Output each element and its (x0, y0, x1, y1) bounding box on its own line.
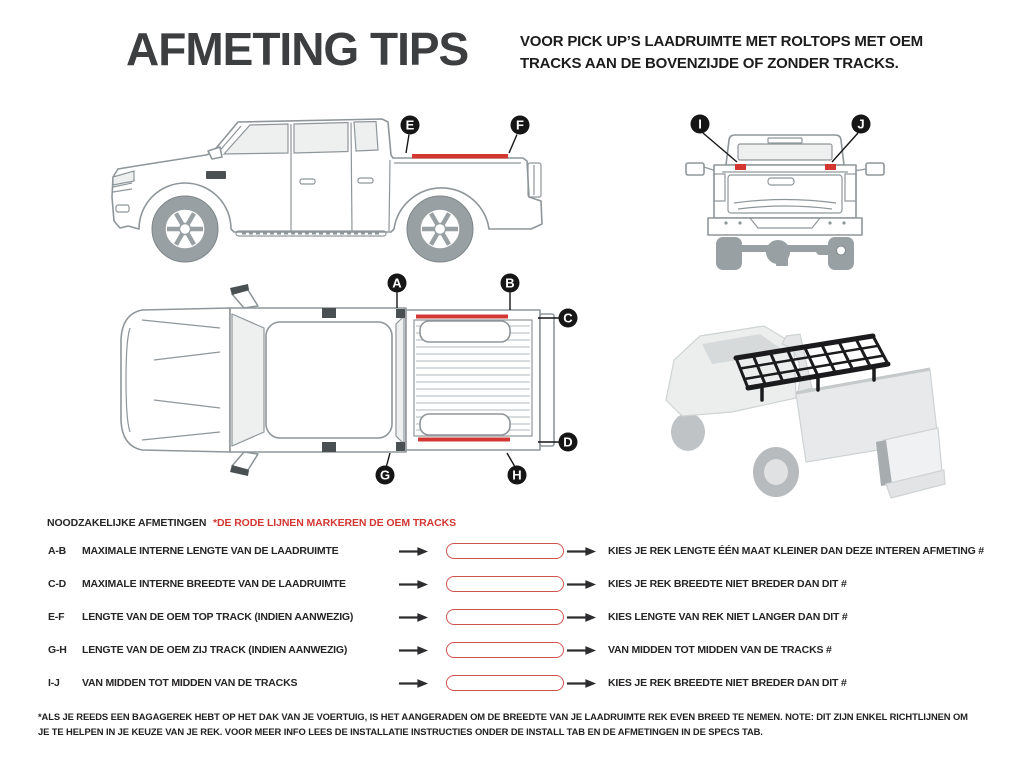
arrow-right-icon (566, 678, 597, 689)
footnote-line-1: *ALS JE REEDS EEN BAGAGEREK HEBT OP HET DAK VAN JE VOERTUIG, IS HET AANGERADEN OM DE BREEDTE VAN JE LAADRUIMTE REK EVEN BREED TE NEMEN. NOTE: DIT ZIJN ENKEL RICHTLIJNEN OM (38, 711, 968, 722)
arrow-right-icon (566, 645, 597, 656)
page-subtitle (520, 31, 923, 75)
measurement-row-ef (0, 609, 1024, 625)
exhaust-tip (837, 246, 846, 255)
truck-top-view-diagram (108, 268, 588, 493)
measurement-description: MAXIMALE INTERNE LENGTE VAN DE LAADRUIMTE (82, 545, 339, 557)
footnote (38, 710, 990, 739)
marker-b (501, 274, 520, 311)
oem-track-line-top (416, 315, 508, 319)
oem-top-track-line (412, 154, 508, 159)
page-title: AFMETING TIPS (126, 23, 469, 75)
measurement-guidance: KIES JE REK BREEDTE NIET BREDER DAN DIT # (608, 677, 847, 689)
svg-text:A: A (392, 275, 402, 291)
front-wheel (671, 413, 705, 451)
svg-text:B: B (505, 275, 515, 291)
svg-text:E: E (405, 117, 415, 133)
oem-track-mark-right (825, 164, 836, 170)
svg-text:H: H (512, 467, 522, 483)
oem-track-line-bottom (418, 438, 510, 442)
measurement-row-cd (0, 576, 1024, 592)
f150-badge (206, 171, 226, 179)
measurement-guidance: KIES JE REK BREEDTE NIET BREDER DAN DIT # (608, 578, 847, 590)
measurement-guidance: KIES JE REK LENGTE ÉÉN MAAT KLEINER DAN DEZE INTEREN AFMETING # (608, 545, 984, 557)
footnote-line-2: JE TE HELPEN IN JE KEUZE VAN JE REK. VOOR MEER INFO LEES DE INSTALLATIE INSTRUCTIES ONDER DE INSTALL TAB EN DE AFMETINGEN IN DE SPECS TAB. (38, 725, 763, 737)
arrow-right-icon (398, 645, 429, 656)
tow-hitch (776, 257, 788, 266)
roof (266, 322, 392, 438)
marker-h (507, 453, 527, 485)
arrow-right-icon (398, 546, 429, 557)
measurement-input-gh[interactable] (446, 642, 564, 658)
measurement-input-ef[interactable] (446, 609, 564, 625)
measurement-guidance: KIES LENGTE VAN REK NIET LANGER DAN DIT # (608, 611, 848, 623)
marker-g (376, 453, 395, 485)
rear-window (738, 144, 832, 160)
right-mirror (866, 163, 884, 175)
measurement-code: I-J (48, 677, 60, 689)
windshield (232, 314, 264, 446)
bed (714, 165, 856, 218)
arrow-right-icon (398, 579, 429, 590)
truck-side-view-diagram (100, 105, 550, 270)
wheel-hump-top (420, 321, 510, 342)
measurement-code: E-F (48, 611, 65, 623)
measurement-description: MAXIMALE INTERNE BREEDTE VAN DE LAADRUIMTE (82, 578, 346, 590)
cab-rear-glass (396, 316, 404, 444)
rear-window (294, 123, 348, 154)
hood (121, 308, 230, 452)
svg-text:I: I (698, 116, 702, 132)
measurement-description: LENGTE VAN DE OEM ZIJ TRACK (INDIEN AANWEZIG) (82, 644, 348, 656)
measurement-input-ab[interactable] (446, 543, 564, 559)
truck-rear-view-diagram (678, 105, 893, 273)
wheel-hump-bottom (420, 414, 510, 435)
measurement-code: A-B (48, 545, 67, 557)
svg-text:D: D (563, 434, 573, 450)
subtitle-line-1: VOOR PICK UP’S LAADRUIMTE MET ROLTOPS MET OEM (520, 33, 923, 50)
measurement-description: LENGTE VAN DE OEM TOP TRACK (INDIEN AANWEZIG) (82, 611, 354, 623)
left-mirror (686, 163, 704, 175)
oem-track-mark-left (735, 164, 746, 170)
measurement-input-cd[interactable] (446, 576, 564, 592)
oem-tracks-note: *DE RODE LIJNEN MARKEREN DE OEM TRACKS (213, 517, 456, 529)
arrow-right-icon (398, 678, 429, 689)
arrow-right-icon (566, 612, 597, 623)
quarter-window (354, 122, 378, 152)
measurement-description: VAN MIDDEN TOT MIDDEN VAN DE TRACKS (82, 677, 298, 689)
subtitle-line-2: TRACKS AAN DE BOVENZIJDE OF ZONDER TRACKS. (520, 55, 899, 72)
svg-text:J: J (857, 116, 865, 132)
measurement-input-ij[interactable] (446, 675, 564, 691)
svg-text:F: F (516, 117, 524, 133)
arrow-right-icon (566, 579, 597, 590)
marker-e (401, 116, 420, 154)
measurements-heading: NOODZAKELIJKE AFMETINGEN (47, 517, 207, 529)
measurement-row-ij (0, 675, 1024, 691)
marker-f (509, 116, 530, 154)
svg-text:C: C (563, 310, 573, 326)
measurement-row-gh (0, 642, 1024, 658)
arrow-right-icon (566, 546, 597, 557)
rear-bumper (708, 218, 862, 235)
truck-bed-rack-render (648, 292, 978, 502)
marker-a (388, 274, 407, 309)
arrow-right-icon (398, 612, 429, 623)
measurement-row-ab (0, 543, 1024, 559)
left-rear-tire (716, 237, 742, 270)
svg-text:G: G (379, 467, 391, 483)
measurement-code: G-H (48, 644, 67, 656)
tailgate (540, 314, 554, 446)
measurement-guidance: VAN MIDDEN TOT MIDDEN VAN DE TRACKS # (608, 644, 832, 656)
measurement-code: C-D (48, 578, 67, 590)
